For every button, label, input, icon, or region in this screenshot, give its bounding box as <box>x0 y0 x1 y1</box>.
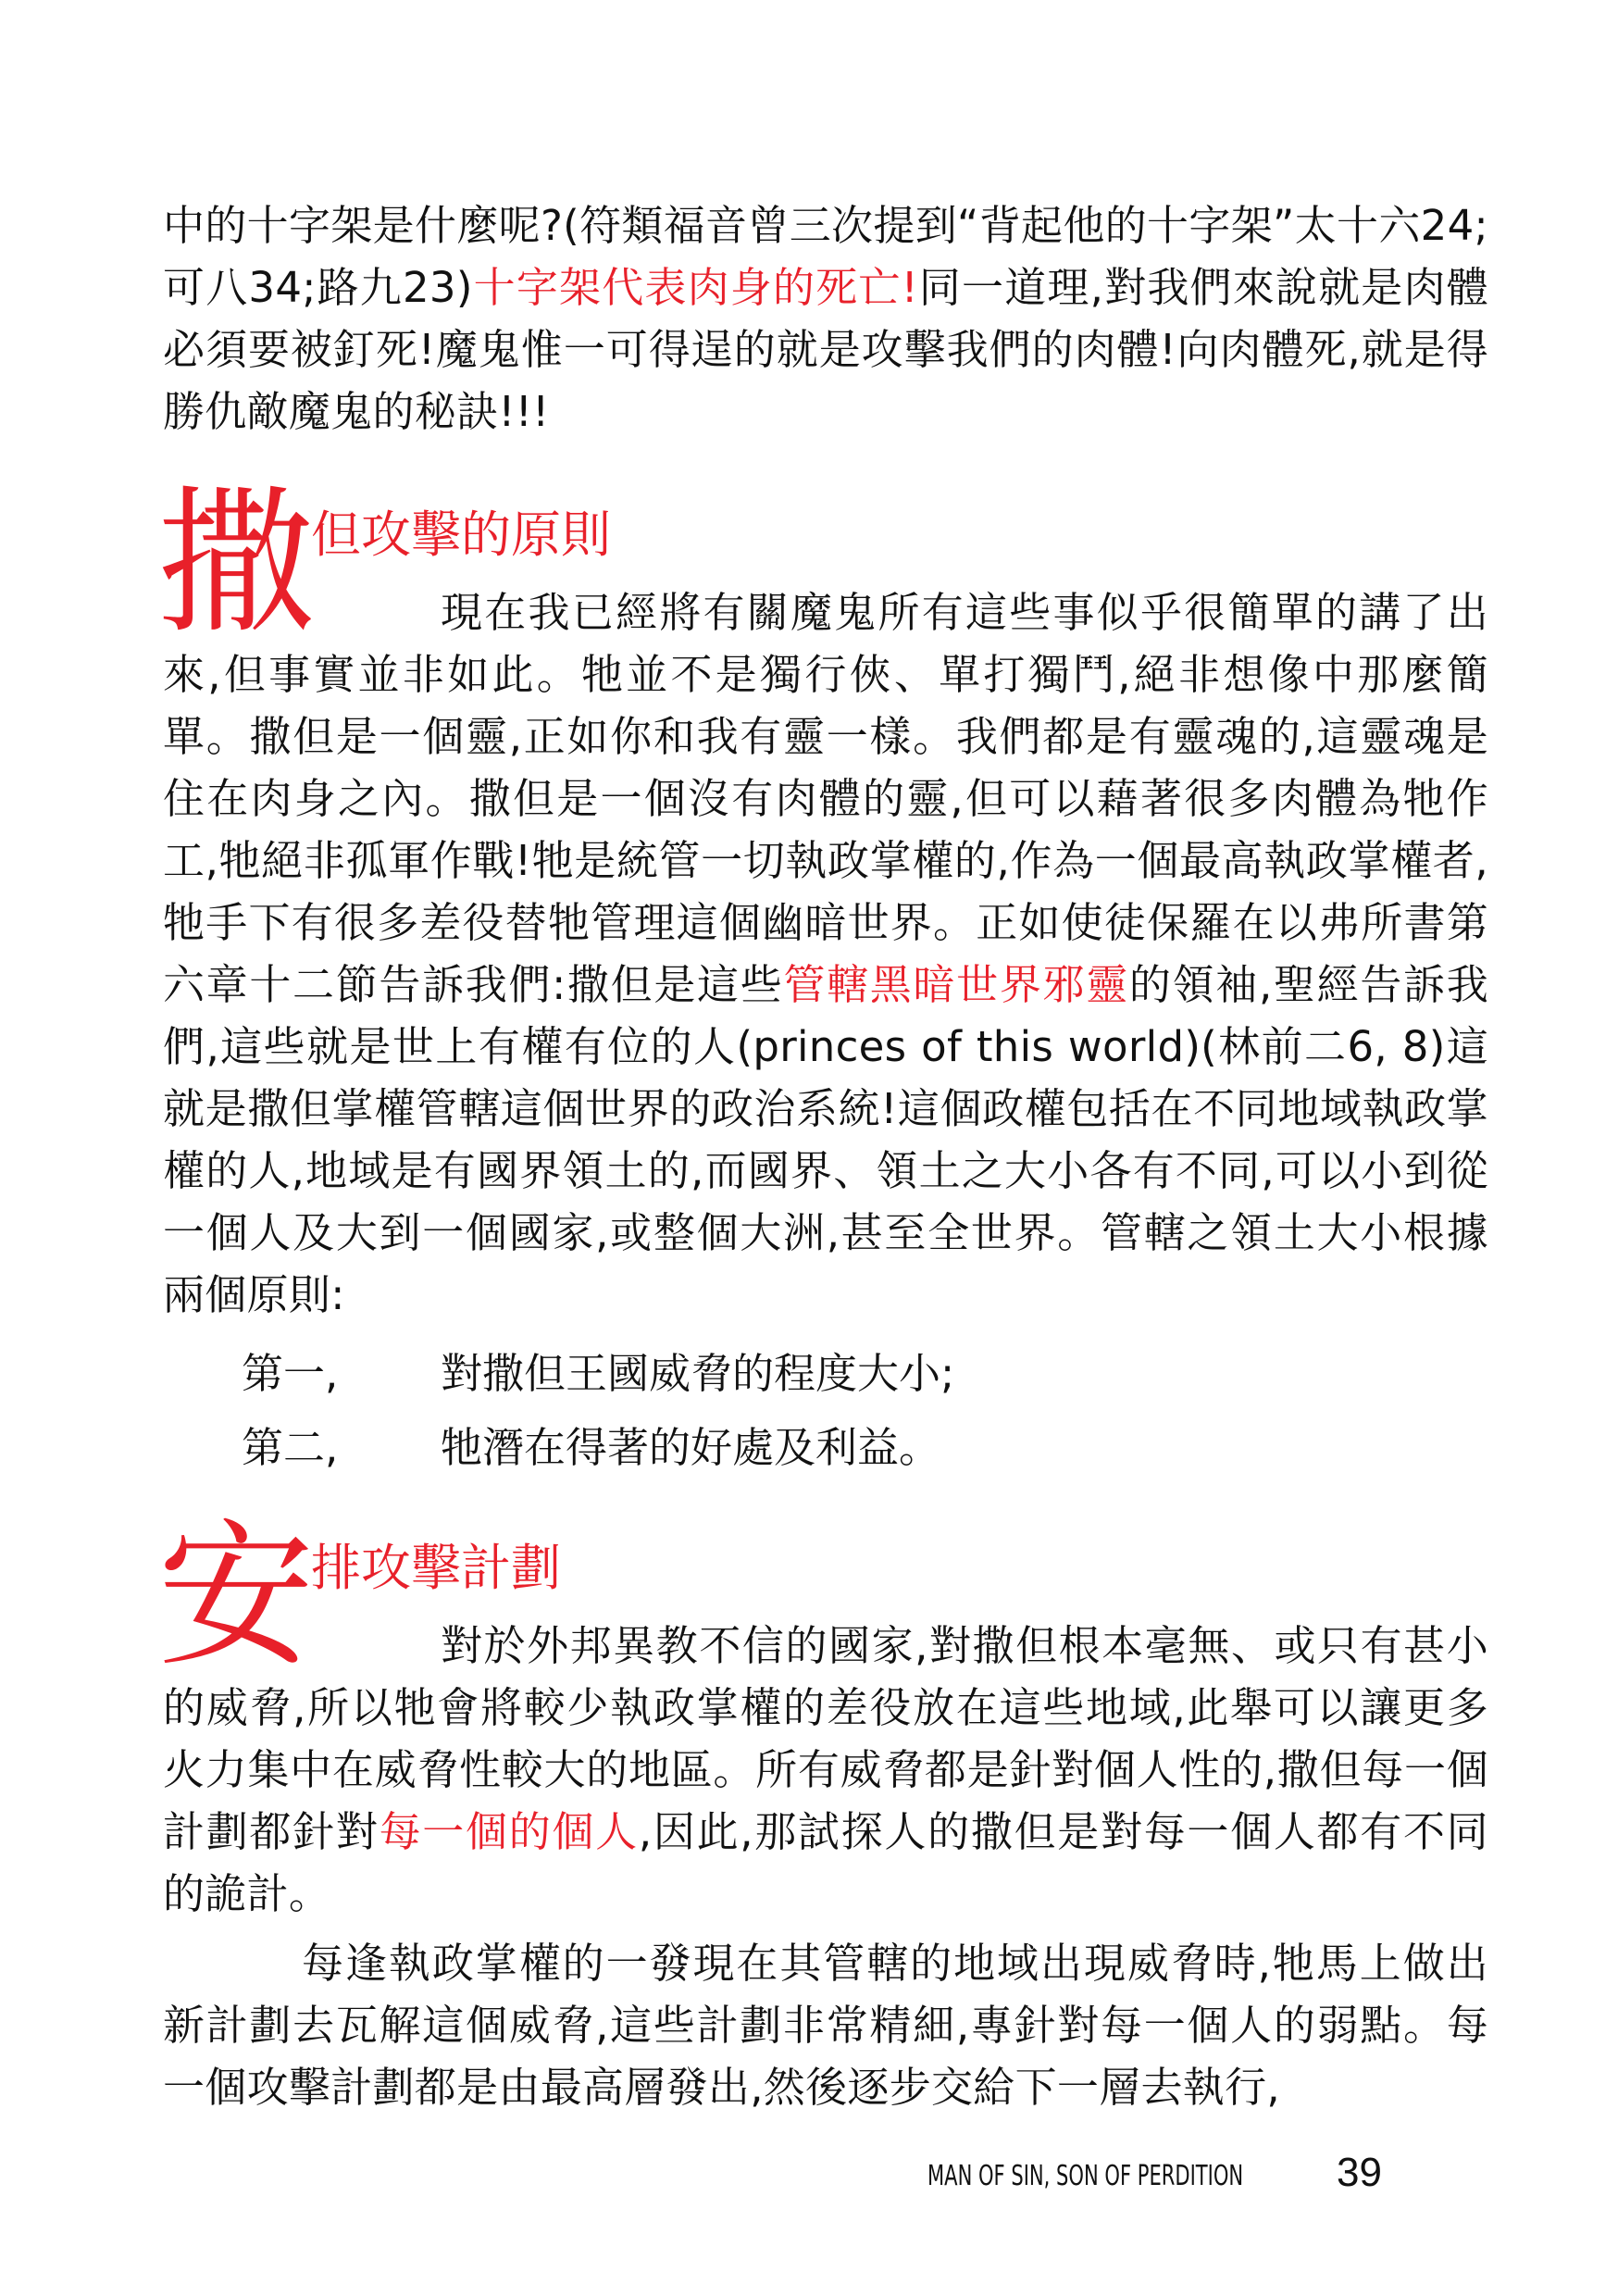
opening-text-a: 中的十字架是什麼呢?(符類福音曾三次提到“背起他的十字架”太十六24;可八34;路九23) <box>163 201 1488 312</box>
list-item-text: 牠潛在得著的好處及利益。 <box>441 1423 941 1472</box>
opening-text-c: 同一道理,對我們來說就是肉體必須要被釘死!魔鬼惟一可得逞的就是攻擊我們的肉體!向肉體死,就是得勝仇敵魔鬼的秘訣!!! <box>163 263 1488 436</box>
section-1-text-c: 的領袖,聖經告訴我們,這些就是世上有權有位的人(princes of this world)(林前二6, 8)這就是撒但掌權管轄這個世界的政治系統!這個政權包括在不同地域執政掌權的人,地域是有國界領土的,而國界、領土之大小各有不同,可以小到從一個人及大到一個國家,或整個大洲,甚至全世界。管轄之領土大小根據兩個原則: <box>163 960 1488 1319</box>
paragraph-spacer <box>163 1925 1488 1932</box>
section-2-paragraph <box>163 1615 1488 1925</box>
page-content <box>157 194 1488 2118</box>
list-item-text: 對撒但王國威脅的程度大小; <box>441 1349 955 1398</box>
section-2-text-c: ,因此,那試探人的撒但是對每一個人都有不同的詭計。 <box>163 1807 1488 1918</box>
list-item <box>163 1337 1488 1411</box>
list-item <box>163 1411 1488 1485</box>
running-footer-title: MAN OF SIN, SON OF PERDITION <box>927 2160 1244 2192</box>
section-1-dropcap: 撒 <box>157 472 316 655</box>
section-2-dropcap: 安 <box>157 1505 316 1689</box>
section-1-text-a: 現在我已經將有關魔鬼所有這些事似乎很簡單的講了出來,但事實並非如此。牠並不是獨行俠、單打獨鬥,絕非想像中那麼簡單。撒但是一個靈,正如你和我有靈一樣。我們都是有靈魂的,這靈魂是住在肉身之內。撒但是一個沒有肉體的靈,但可以藉著很多肉體為牠作工,牠絕非孤軍作戰!牠是統管一切執政掌權的,作為一個最高執政掌權者,牠手下有很多差役替牠管理這個幽暗世界。正如使徒保羅在以弗所書第六章十二節告訴我們:撒但是這些 <box>163 588 1488 1009</box>
section-attack-plan <box>157 1505 1488 2118</box>
list-item-number: 第二, <box>242 1423 339 1472</box>
section-2-highlight: 每一個的個人 <box>379 1807 639 1856</box>
opening-highlight: 十字架代表肉身的死亡! <box>472 263 918 312</box>
principles-list <box>163 1337 1488 1485</box>
section-satan-principles <box>157 472 1488 1485</box>
section-2-paragraph-2: 每逢執政掌權的一發現在其管轄的地域出現威脅時,牠馬上做出新計劃去瓦解這個威脅,這些計劃非常精細,專針對每一個人的弱點。每一個攻擊計劃都是由最高層發出,然後逐步交給下一層去執行, <box>163 1939 1488 2112</box>
section-1-heading: 但攻擊的原則 <box>311 505 611 564</box>
list-item-number: 第一, <box>242 1349 339 1398</box>
section-1-paragraph <box>163 581 1488 1326</box>
section-1-highlight: 管轄黑暗世界邪靈 <box>783 960 1129 1009</box>
section-2-text-a: 對於外邦異教不信的國家,對撒但根本毫無、或只有甚小的威脅,所以牠會將較少執政掌權的差役放在這些地域,此舉可以讓更多火力集中在威脅性較大的地區。所有威脅都是針對個人性的,撒但每一個計劃都針對 <box>163 1621 1488 1856</box>
page-number: 39 <box>1337 2150 1382 2195</box>
section-2-heading: 排攻擊計劃 <box>311 1539 561 1597</box>
opening-paragraph <box>163 194 1488 443</box>
